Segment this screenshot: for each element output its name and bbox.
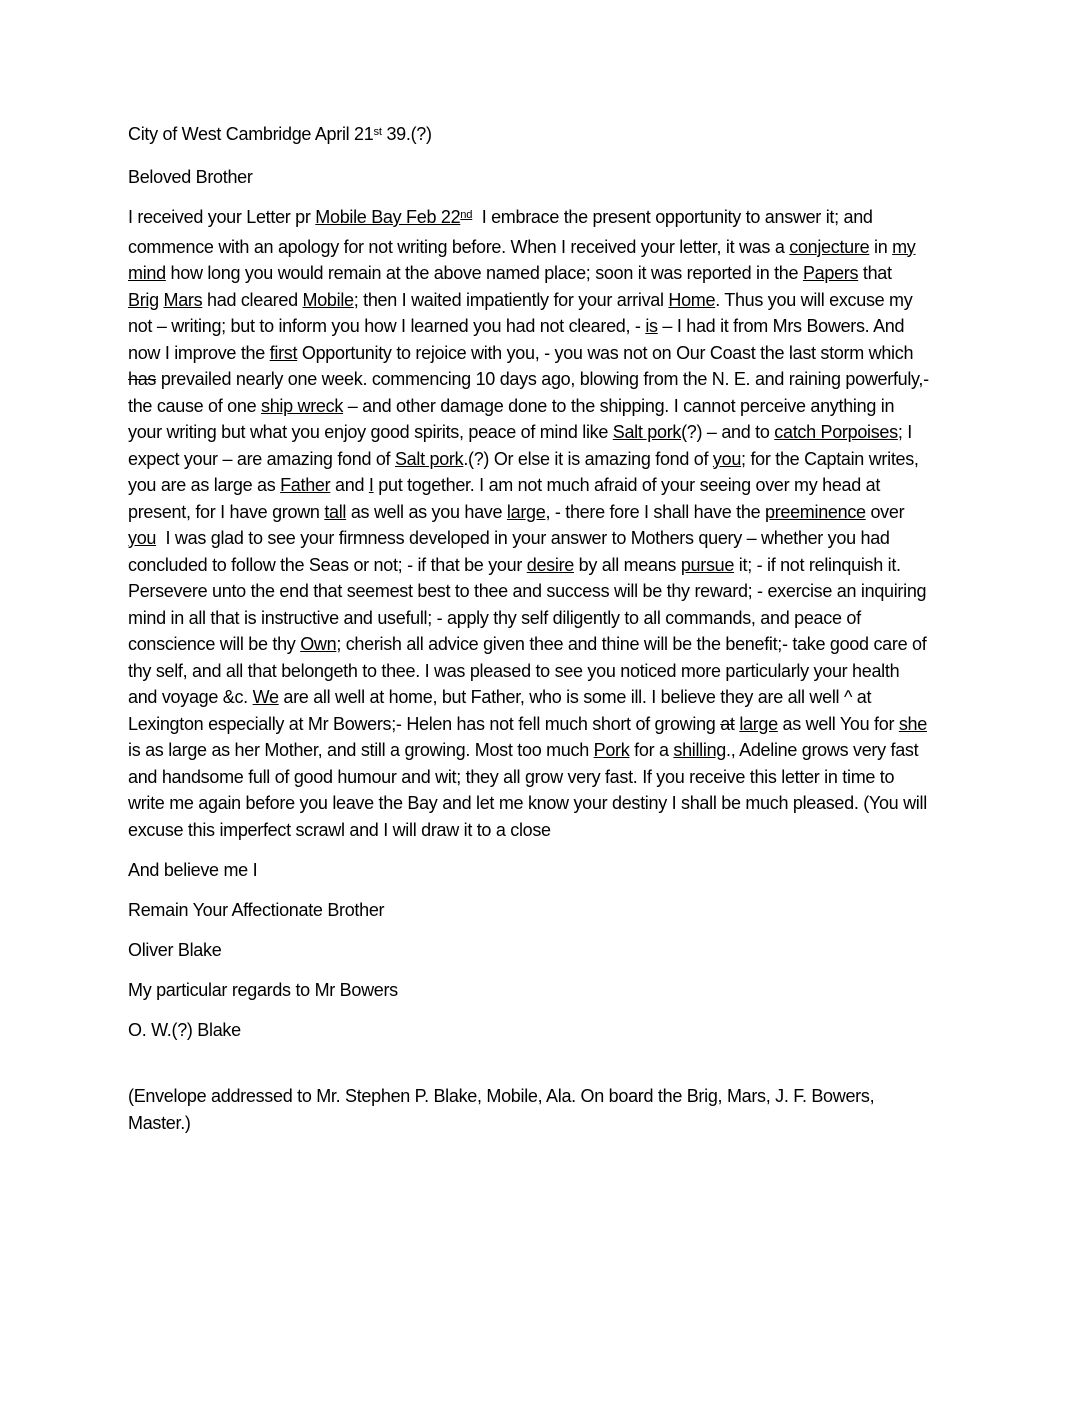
envelope-note: [128, 1083, 973, 1136]
underlined-text: Salt pork: [394, 448, 464, 469]
text-run: Opportunity to rejoice with you, - you was not on Our Coast the last storm which: [297, 342, 914, 363]
text-run: .(?) Or else it is amazing fond of: [463, 448, 713, 469]
underlined-text: tall: [324, 501, 347, 522]
text-line: [128, 1017, 973, 1044]
text-line: [128, 737, 973, 764]
text-run: present, for I have grown: [128, 501, 325, 522]
text-run: write me again before you leave the Bay and let me know your destiny I shall be much pleased. (You will: [128, 793, 927, 813]
text-line: [128, 552, 973, 579]
letter-body-paragraph: [128, 204, 973, 843]
underlined-text: she: [898, 713, 927, 734]
underlined-text: Pork: [593, 740, 630, 760]
text-run: (Envelope addressed to Mr. Stephen P. Blake, Mobile, Ala. On board the Brig, Mars, J. F. Bowers,: [128, 1086, 875, 1106]
underlined-text: Brig: [128, 289, 159, 310]
text-run: thy self, and all that belongeth to thee. I was pleased to see you noticed more particularly your health: [128, 660, 900, 681]
text-run: commence with an apology for not writing before. When I received your letter, it was a: [128, 236, 790, 257]
text-line: [128, 499, 973, 526]
salutation: [128, 164, 973, 191]
underlined-text: Salt pork: [612, 422, 682, 442]
text-run: Lexington especially at Mr Bowers;- Helen has not fell much short of growing: [128, 713, 721, 734]
text-run: O. W.(?) Blake: [128, 1019, 241, 1040]
text-run: not – writing; but to inform you how I learned you had not cleared, -: [128, 316, 646, 336]
underlined-text: first: [269, 342, 298, 363]
text-run: concluded to follow the Seas or not; - if that be your: [128, 554, 527, 575]
text-run: – and other damage done to the shipping. I cannot perceive anything in: [343, 395, 895, 416]
text-line: [128, 525, 973, 552]
closing-signoff: [128, 897, 973, 924]
text-run: conscience will be thy: [128, 634, 301, 654]
underlined-text: desire: [526, 554, 574, 575]
text-run: the cause of one: [128, 395, 262, 416]
text-line: [128, 1083, 973, 1110]
text-line: [128, 790, 973, 817]
text-line: [128, 817, 973, 844]
text-run: ; cherish all advice given thee and thine will be the benefit;- take good care of: [336, 634, 927, 654]
text-line: [128, 977, 973, 1004]
text-line: [128, 260, 973, 287]
text-line: [128, 764, 973, 791]
underlined-text: pursue: [680, 554, 735, 575]
underlined-text: you: [128, 528, 157, 548]
underlined-text: mind: [128, 263, 166, 283]
underlined-text: conjecture: [789, 236, 870, 257]
strikethrough-text: has: [128, 369, 157, 389]
text-line: [128, 393, 973, 420]
text-run: Remain Your Affectionate Brother: [128, 899, 385, 920]
text-line: [128, 658, 973, 685]
text-line: [128, 204, 973, 234]
text-run: by all means: [573, 554, 681, 575]
text-run: prevailed nearly one week. commencing 10 days ago, blowing from the N. E. and raining powerfuly,-: [156, 369, 929, 389]
underlined-text: I: [368, 475, 374, 495]
text-run: for a: [629, 740, 674, 760]
text-run: are all well at home, but Father, who is some ill. I believe they are all well ^ at: [278, 687, 872, 707]
underlined-text: you: [712, 448, 742, 469]
dateline: [128, 121, 973, 151]
text-line: [128, 937, 973, 964]
text-run: is as large as her Mother, and still a growing. Most too much: [128, 740, 594, 760]
text-line: [128, 578, 973, 605]
underlined-text: Father: [280, 475, 331, 495]
text-run: ; then I waited impatiently for your arrival: [353, 289, 669, 310]
text-line: [128, 711, 973, 738]
underlined-text: catch Porpoises: [774, 422, 898, 442]
postscript-regards: [128, 977, 973, 1004]
underlined-text: ship wreck: [261, 395, 344, 416]
text-run: . Thus you will excuse my: [715, 289, 913, 310]
text-line: [128, 472, 973, 499]
text-run: I received your Letter pr: [128, 207, 316, 227]
text-run: as well as you have: [346, 501, 507, 522]
underlined-text: is: [645, 316, 658, 336]
text-line: [128, 287, 973, 314]
postscript-initials: [128, 1017, 973, 1044]
text-line: [128, 366, 973, 393]
underlined-text: my: [892, 236, 916, 257]
text-run: (?) – and to: [681, 422, 775, 442]
text-run: – I had it from Mrs Bowers. And: [657, 316, 905, 336]
text-run: I embrace the present opportunity to answer it; and: [472, 207, 873, 227]
text-run: I was glad to see your firmness developed in your answer to Mothers query – whether you had: [156, 528, 890, 548]
letter-content: [128, 121, 973, 1150]
signature-name: [128, 937, 973, 964]
text-run: put together. I am not much afraid of your seeing over my head at: [373, 475, 881, 495]
text-run: now I improve the: [128, 342, 270, 363]
text-run: My particular regards to Mr Bowers: [128, 979, 398, 1000]
underlined-text: Home: [668, 289, 716, 310]
text-line: [128, 897, 973, 924]
text-run: and handsome full of good humour and wit; they all grow very fast. If you receive this letter in time to: [128, 766, 895, 787]
text-run: excuse this imperfect scrawl and I will draw it to a close: [128, 819, 551, 840]
text-line: [128, 419, 973, 446]
text-line: [128, 121, 973, 151]
underlined-text: shilling: [673, 740, 727, 760]
superscript-text: st: [373, 125, 382, 138]
text-run: Beloved Brother: [128, 167, 253, 187]
text-run: 39.(?): [381, 124, 432, 144]
text-line: [128, 605, 973, 632]
text-run: as well You for: [777, 713, 899, 734]
underlined-text: large: [739, 713, 778, 734]
text-line: [128, 857, 973, 884]
text-run: it; - if not relinquish it.: [734, 554, 901, 575]
underlined-text: large: [506, 501, 546, 522]
text-run: Persevere unto the end that seemest best to thee and success will be thy reward; - exercise an inquiring: [128, 581, 927, 601]
text-run: that: [858, 263, 892, 283]
text-line: [128, 234, 973, 261]
text-run: how long you would remain at the above named place; soon it was reported in the: [165, 263, 803, 283]
text-line: [128, 631, 973, 658]
text-run: and voyage &c.: [128, 687, 253, 707]
text-run: had cleared: [202, 289, 303, 310]
underlined-text: We: [252, 687, 279, 707]
text-run: you are as large as: [128, 475, 281, 495]
text-run: Master.): [128, 1112, 191, 1133]
underlined-text: Papers: [802, 263, 859, 283]
text-line: [128, 684, 973, 711]
superscript-text: nd: [460, 208, 473, 221]
closing-phrase: [128, 857, 973, 884]
text-line: [128, 313, 973, 340]
underlined-text: Own: [300, 634, 337, 654]
text-line: [128, 340, 973, 367]
strikethrough-text: at: [720, 713, 735, 734]
text-run: ; I: [897, 422, 912, 442]
text-run: City of West Cambridge April 21: [128, 124, 374, 144]
text-run: and: [330, 475, 369, 495]
text-run: Oliver Blake: [128, 939, 222, 960]
text-run: your writing but what you enjoy good spirits, peace of mind like: [128, 422, 613, 442]
underlined-text: Mobile: [302, 289, 354, 310]
underlined-text: preeminence: [764, 501, 866, 522]
text-run: in: [869, 236, 893, 257]
text-run: And believe me I: [128, 859, 258, 880]
text-run: expect your – are amazing fond of: [128, 448, 395, 469]
underlined-text: Mars: [163, 289, 203, 310]
text-line: [128, 164, 973, 191]
text-run: over: [865, 501, 905, 522]
text-run: ., Adeline grows very fast: [726, 740, 919, 760]
text-run: ; for the Captain writes,: [741, 448, 919, 469]
underlined-text: Mobile Bay Feb 22: [315, 207, 461, 227]
text-line: [128, 446, 973, 473]
text-line: [128, 1110, 973, 1137]
text-run: , - there fore I shall have the: [545, 501, 765, 522]
text-run: mind in all that is instructive and usefull; - apply thy self diligently to all commands, and peace of: [128, 607, 861, 628]
